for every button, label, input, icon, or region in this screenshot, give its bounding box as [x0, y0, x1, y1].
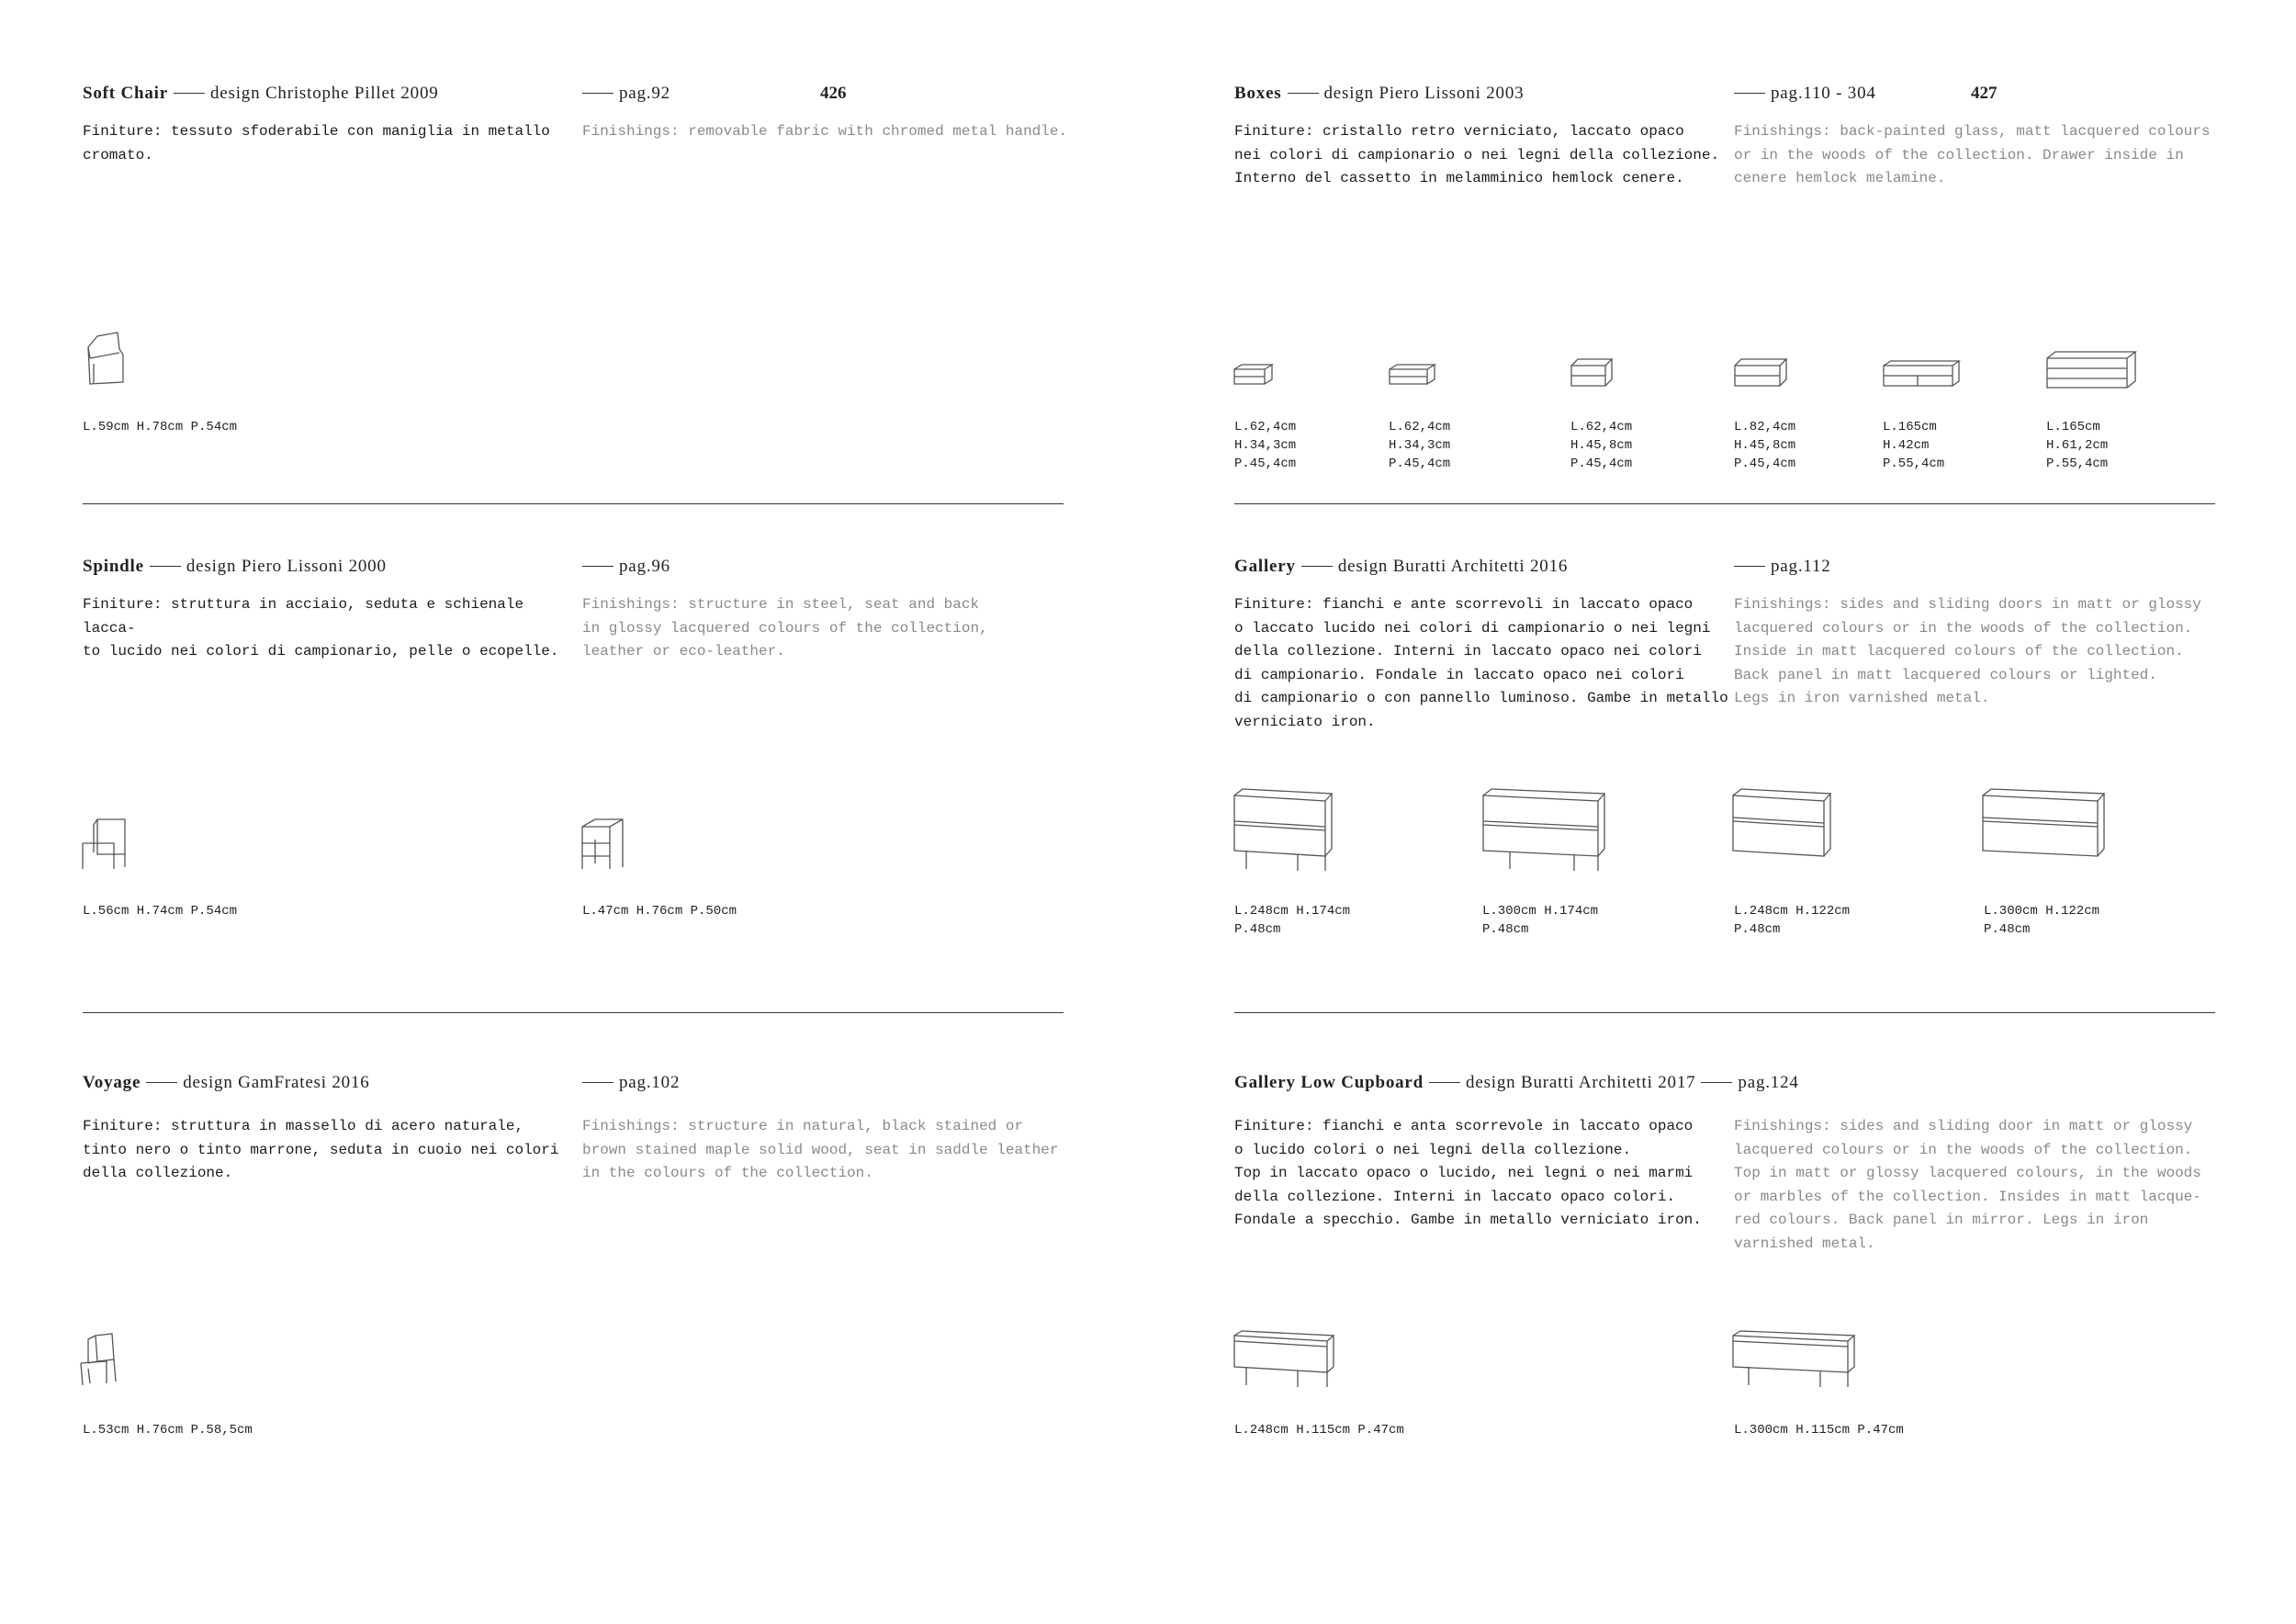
dimensions: L.47cm H.76cm P.50cm — [582, 904, 737, 919]
page-number-right: 427 — [1971, 84, 1998, 103]
low-cupboard-icon — [1732, 1330, 1855, 1391]
finishes-italian: Finiture: struttura in acciaio, seduta e schienale lacca- to lucido nei colori di campionario, pelle o ecopelle. — [83, 596, 559, 660]
product-title — [83, 557, 387, 577]
section-divider — [83, 503, 1064, 504]
finishes-italian: Finiture: fianchi e anta scorrevole in laccato opaco o lucido colori o nei legni della collezione. Top in laccato opaco o lucido, nei legni o nei marmi della collezione. Interni in laccato opaco colori. Fondale a specchio. Gambe in metallo verniciato iron. — [1234, 1118, 1702, 1228]
page-reference: pag.96 — [582, 557, 670, 577]
box-1-drawer-icon — [1389, 364, 1436, 386]
dimensions: L.53cm H.76cm P.58,5cm — [83, 1423, 253, 1438]
cabinet-legs-icon — [1482, 788, 1605, 873]
product-name: Gallery — [1234, 557, 1296, 576]
dimensions: L.248cm H.115cm P.47cm — [1234, 1423, 1404, 1438]
dimensions: L.56cm H.74cm P.54cm — [83, 904, 238, 919]
cabinet-wall-icon — [1732, 788, 1831, 860]
low-cupboard-icon — [1233, 1330, 1334, 1391]
dimensions: L.248cm H.174cm P.48cm — [1234, 904, 1351, 937]
finishes-english: Finishings: back-painted glass, matt lacquered colours or in the woods of the collection. Drawer inside in cenere hemlock melamine. — [1734, 123, 2211, 186]
product-designer: design Buratti Architetti 2016 — [1337, 557, 1569, 576]
page-reference: pag.102 — [582, 1073, 680, 1093]
spindle-chair-icon — [81, 816, 129, 873]
product-title — [83, 1073, 370, 1093]
dimensions: L.62,4cm H.34,3cm P.45,4cm — [1234, 420, 1297, 471]
product-designer: design Christophe Pillet 2009 — [209, 84, 439, 103]
section-divider — [83, 1012, 1064, 1013]
product-designer: design Piero Lissoni 2003 — [1323, 84, 1525, 103]
product-designer: design Buratti Architetti 2017 — [1466, 1073, 1696, 1092]
finishes-italian: Finiture: cristallo retro verniciato, laccato opaco nei colori di campionario o nei legni della collezione. Interno del cassetto in melamminico hemlock cenere. — [1234, 123, 1720, 186]
product-designer: design Piero Lissoni 2000 — [186, 557, 387, 576]
dimensions: L.82,4cm H.45,8cm P.45,4cm — [1734, 420, 1796, 471]
page-reference: pag.110 - 304 — [1734, 84, 1876, 104]
box-wide-tall-icon — [2046, 351, 2136, 389]
spindle-stool-icon — [580, 816, 628, 873]
finishes-italian: Finiture: struttura in massello di acero naturale, tinto nero o tinto marrone, seduta in cuoio nei colori della collezione. — [83, 1118, 559, 1181]
product-title — [1234, 84, 1524, 104]
product-name: Voyage — [83, 1073, 141, 1092]
page-reference: pag.124 — [1738, 1073, 1799, 1092]
dimensions: L.165cm H.42cm P.55,4cm — [1883, 420, 1945, 471]
dimensions: L.62,4cm H.34,3cm P.45,4cm — [1389, 420, 1451, 471]
finishes-italian: Finiture: tessuto sfoderabile con maniglia in metallo cromato. — [83, 123, 550, 164]
finishes-english: Finishings: sides and sliding doors in matt or glossy lacquered colours or in the woods of the collection. Inside in matt lacquered colours of the collection. Back panel in matt lacquered colours or lighted. Legs in iron varnished metal. — [1734, 596, 2201, 706]
finishes-english: Finishings: sides and sliding door in matt or glossy lacquered colours or in the woods of the collection. Top in matt or glossy lacquered colours, in the woods or marbles of the collection. Insides in matt lacque- red colours. Back panel in mirror. Legs in iron varnished metal. — [1734, 1118, 2201, 1252]
dimensions: L.165cm H.61,2cm P.55,4cm — [2046, 420, 2109, 471]
dimensions: L.300cm H.122cm P.48cm — [1984, 904, 2100, 937]
box-2-drawer-icon — [1734, 358, 1787, 388]
soft-chair-icon — [81, 331, 127, 386]
box-1-drawer-icon — [1233, 364, 1274, 386]
dimensions: L.300cm H.174cm P.48cm — [1482, 904, 1599, 937]
product-title — [83, 84, 439, 104]
section-divider — [1234, 1012, 2215, 1013]
box-wide-icon — [1883, 360, 1960, 388]
dimensions: L.62,4cm H.45,8cm P.45,4cm — [1570, 420, 1633, 471]
section-divider — [1234, 503, 2215, 504]
product-name: Gallery Low Cupboard — [1234, 1073, 1424, 1092]
cabinet-wall-icon — [1982, 788, 2105, 860]
page-number-left: 426 — [820, 84, 847, 103]
page-reference: pag.112 — [1734, 557, 1831, 577]
finishes-english: Finishings: structure in steel, seat and back in glossy lacquered colours of the collection, leather or eco-leather. — [582, 596, 988, 660]
product-title — [1234, 557, 1568, 577]
product-designer: design GamFratesi 2016 — [183, 1073, 370, 1092]
voyage-chair-icon — [79, 1332, 121, 1387]
product-name: Spindle — [83, 557, 144, 576]
product-name: Boxes — [1234, 84, 1282, 103]
finishes-english: Finishings: structure in natural, black stained or brown stained maple solid wood, seat in saddle leather in the colours of the collection. — [582, 1118, 1059, 1181]
product-name: Soft Chair — [83, 84, 168, 103]
product-title — [1234, 1073, 1799, 1093]
dimensions: L.248cm H.122cm P.48cm — [1734, 904, 1851, 937]
cabinet-legs-icon — [1233, 788, 1333, 873]
finishes-english: Finishings: removable fabric with chromed metal handle. — [582, 123, 1068, 140]
page-reference: pag.92 — [582, 84, 670, 104]
dimensions: L.300cm H.115cm P.47cm — [1734, 1423, 1904, 1438]
finishes-italian: Finiture: fianchi e ante scorrevoli in laccato opaco o laccato lucido nei colori di campionario o nei legni della collezione. Interni in laccato opaco nei colori di campionario. Fondale in laccato opaco nei colori di campionario o con pannello luminoso. Gambe in metallo verniciato iron. — [1234, 596, 1728, 730]
box-2-drawer-icon — [1570, 358, 1613, 388]
dimensions: L.59cm H.78cm P.54cm — [83, 420, 238, 434]
